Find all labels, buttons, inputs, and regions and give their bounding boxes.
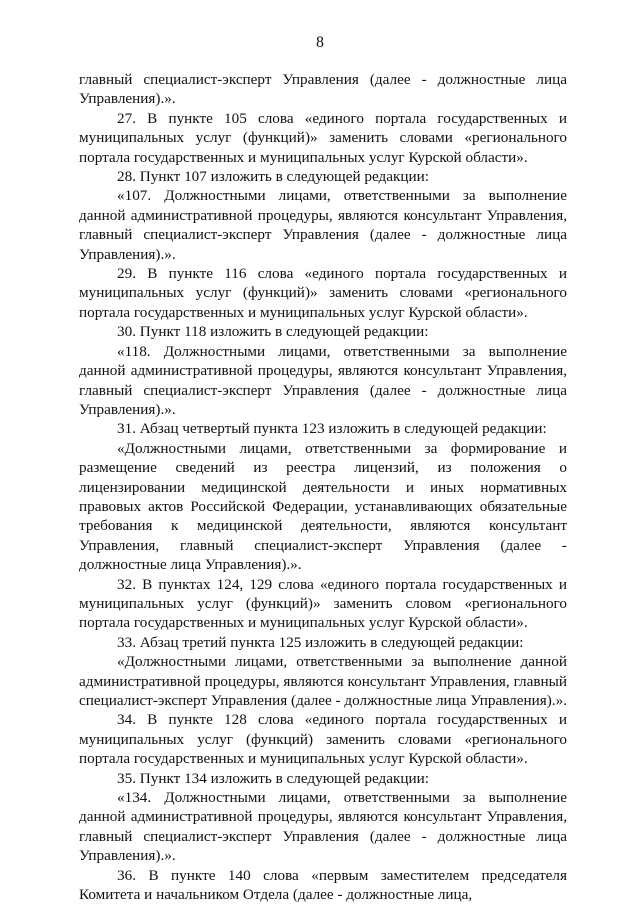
paragraph-14: 35. Пункт 134 изложить в следующей редакции:	[117, 769, 430, 787]
paragraph-7: «118. Должностными лицами, ответственными за выполнение данной административной процедуры, являются консультант Управления, главный специалист-эксперт Управления (далее - должностные лица Управления).».	[79, 342, 567, 418]
document-body	[79, 70, 567, 904]
paragraph-2: 27. В пункте 105 слова «единого портала государственных и муниципальных услуг (функций)» заменить словами «регионального портала государственных и муниципальных услуг Курской области».	[79, 109, 567, 166]
paragraph-8: 31. Абзац четвертый пункта 123 изложить в следующей редакции:	[117, 420, 547, 438]
paragraph-13: 34. В пункте 128 слова «единого портала государственных и муниципальных услуг (функций) заменить словами «регионального портала государственных и муниципальных услуг Курской области».	[79, 711, 567, 768]
paragraph-10: 32. В пунктах 124, 129 слова «единого портала государственных и муниципальных услуг (функций)» заменить словом «регионального портала государственных и муниципальных услуг Курской области».	[79, 575, 567, 632]
paragraph-4: «107. Должностными лицами, ответственными за выполнение данной административной процедуры, являются консультант Управления, главный специалист-эксперт Управления (далее - должностные лица Управления).».	[79, 187, 567, 263]
paragraph-15: «134. Должностными лицами, ответственными за выполнение данной административной процедуры, являются консультант Управления, главный специалист-эксперт Управления (далее - должностные лица Управления).».	[79, 789, 567, 865]
paragraph-12: «Должностными лицами, ответственными за выполнение данной административной процедуры, являются консультант Управления, главный специалист-эксперт Управления (далее - должностные лица Управления).».	[79, 653, 567, 709]
paragraph-9: «Должностными лицами, ответственными за формирование и размещение сведений из реестра лицензий, из положения о лицензировании медицинской деятельности и иных нормативных правовых актов Российской Федерации, устанавливающих обязательные требования к медицинской деятельности, являются консультант Управления, главный специалист-эксперт Управления (далее - должностные лица Управления).».	[79, 439, 567, 574]
page-number: 8	[316, 34, 324, 51]
paragraph-5: 29. В пункте 116 слова «единого портала государственных и муниципальных услуг (функций)» заменить словами «регионального портала государственных и муниципальных услуг Курской области».	[79, 265, 567, 321]
paragraph-11: 33. Абзац третий пункта 125 изложить в следующей редакции:	[117, 633, 524, 651]
paragraph-3: 28. Пункт 107 изложить в следующей редакции:	[117, 168, 430, 186]
paragraph-16: 36. В пункте 140 слова «первым заместителем председателя Комитета и начальником Отдела (далее - должностные лица,	[79, 866, 567, 904]
paragraph-6: 30. Пункт 118 изложить в следующей редакции:	[117, 323, 429, 341]
paragraph-1: главный специалист-эксперт Управления (далее - должностные лица Управления).».	[79, 71, 567, 108]
